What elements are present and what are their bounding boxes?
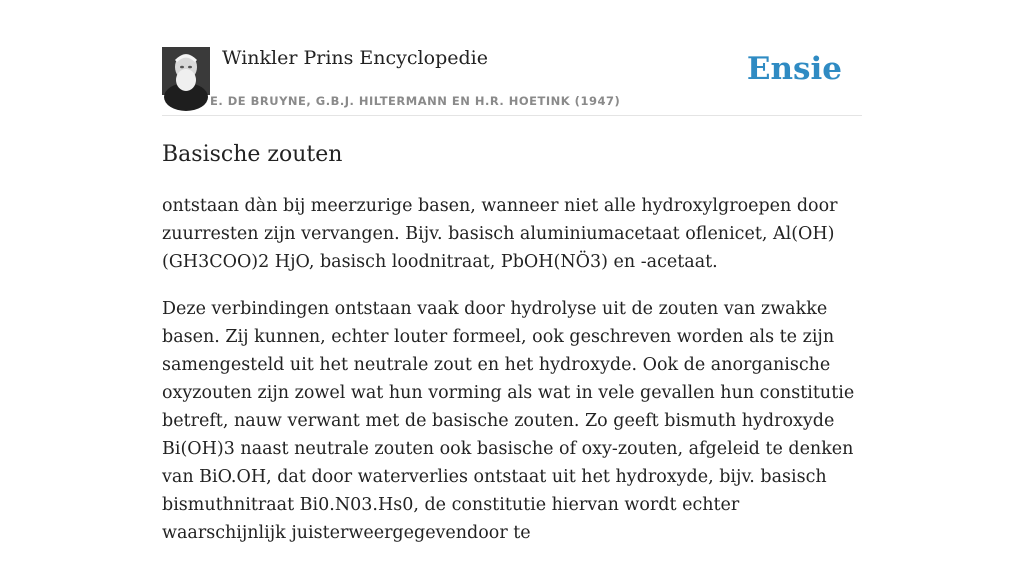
content-column	[162, 0, 862, 543]
site-title[interactable]: Winkler Prins Encyclopedie	[222, 47, 488, 69]
author-avatar[interactable]	[162, 47, 210, 95]
ensie-logo-link[interactable]: Ensie	[746, 51, 842, 87]
portrait-icon	[162, 47, 210, 95]
site-authors: E. DE BRUYNE, G.B.J. HILTERMANN EN H.R. HOETINK (1947)	[210, 94, 621, 108]
article-paragraph-1: ontstaan dàn bij meerzurige basen, wanneer niet alle hydroxylgroepen door zuurresten zijn vervangen. Bijv. basisch aluminiumacetaat oflenicet, Al(OH) (GH3COO)2 HjO, basisch loodnitraat, PbOH(NÖ3) en -acetaat.	[162, 196, 838, 272]
article-title: Basische zouten	[162, 142, 343, 167]
article-body	[162, 192, 862, 566]
site-header	[162, 0, 862, 116]
article-paragraph-2: Deze verbindingen ontstaan vaak door hydrolyse uit de zouten van zwakke basen. Zij kunnen, echter louter formeel, ook geschreven worden als te zijn samengesteld uit het neutrale zout en het hydroxyde. Ook de anorganische oxyzouten zijn zowel wat hun vorming als wat in vele gevallen hun constitutie betreft, nauw verwant met de basische zouten. Zo geeft bismuth hydroxyde Bi(OH)3 naast neutrale zouten ook basische of oxy-zouten, afgeleid te denken van BiO.OH, dat door waterverlies ontstaat uit het hydroxyde, bijv. basisch bismuthnitraat Bi0.N03.Hs0, de constitutie hiervan wordt echter waarschijnlijk juisterweergegevendoor te	[162, 299, 855, 543]
